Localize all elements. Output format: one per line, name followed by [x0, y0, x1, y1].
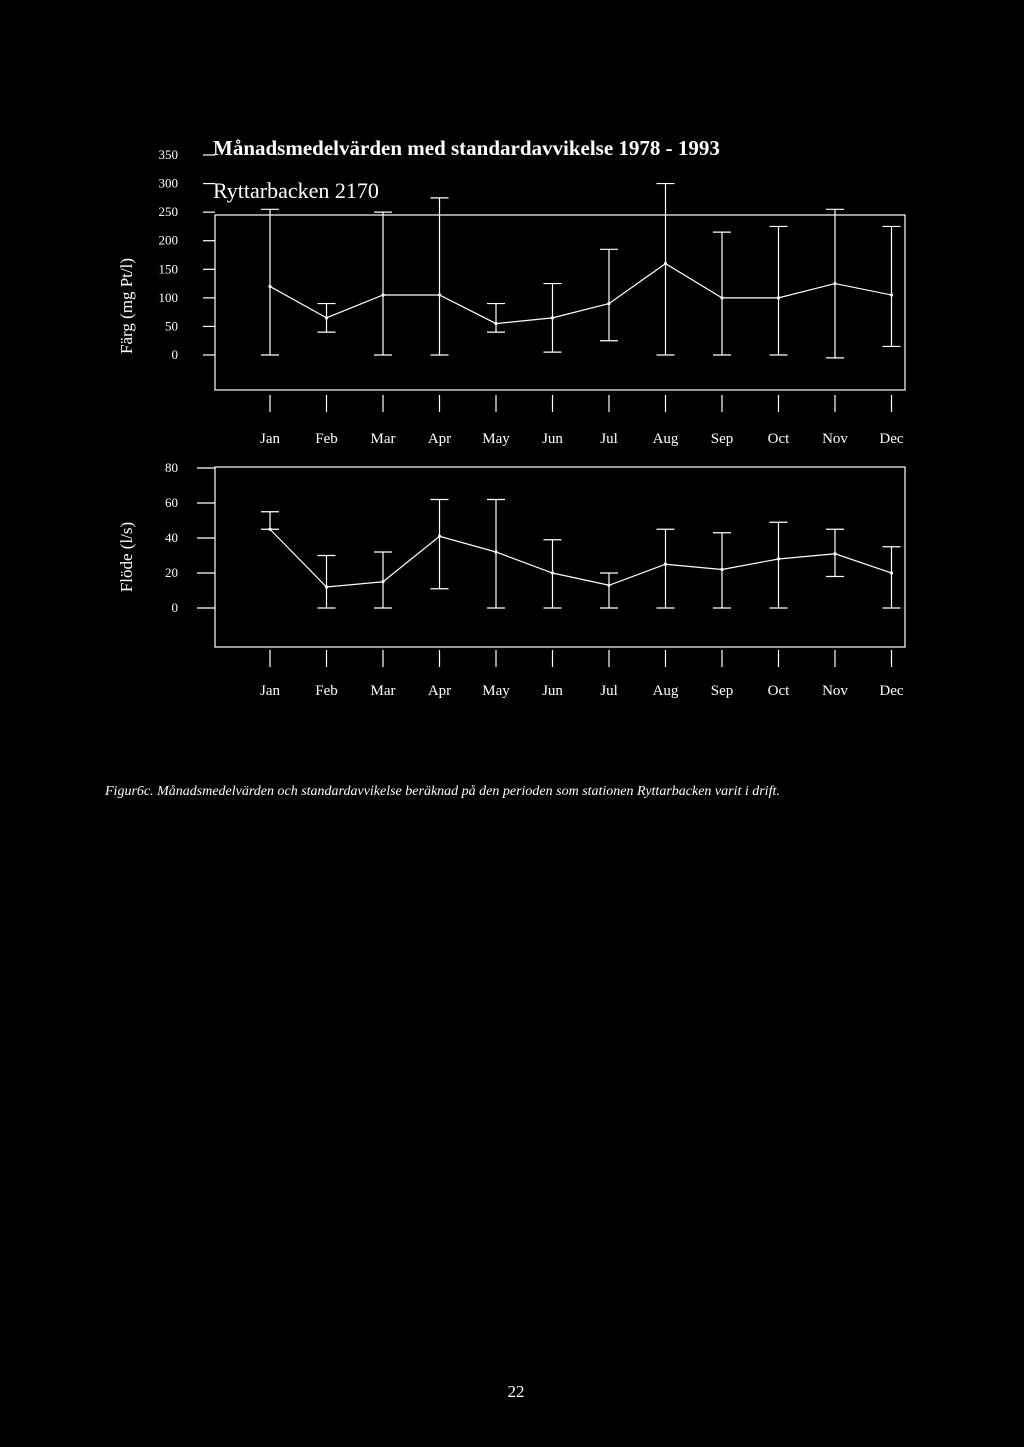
data-point — [833, 282, 836, 285]
y-tick-label: 100 — [158, 289, 178, 305]
chart-subtitle: Ryttarbacken 2170 — [213, 178, 379, 203]
data-point — [720, 568, 723, 571]
x-tick-label: Feb — [315, 431, 338, 447]
series-line — [270, 264, 892, 324]
x-tick-label: Aug — [652, 431, 679, 447]
x-tick-label: Jan — [260, 683, 280, 699]
chart-title: Månadsmedelvärden med standardavvikelse 1978 - 1993 — [213, 136, 720, 160]
x-tick-label: May — [482, 431, 510, 447]
data-point — [777, 296, 780, 299]
data-point — [551, 571, 554, 574]
data-marks-color — [261, 184, 901, 358]
x-tick-label: Feb — [315, 683, 338, 699]
plot-frame-color — [215, 215, 905, 390]
data-point — [664, 262, 667, 265]
y-tick-label: 300 — [158, 175, 178, 191]
x-tick-label: Nov — [822, 683, 848, 699]
data-point — [268, 285, 271, 288]
x-tick-label: Jun — [542, 431, 563, 447]
x-tick-label: Aug — [652, 683, 679, 699]
y-tick-label: 350 — [158, 147, 178, 163]
y-tick-label: 150 — [158, 261, 178, 277]
x-tick-label: Dec — [879, 683, 904, 699]
x-tick-label: Jan — [260, 431, 280, 447]
x-tick-label: Dec — [879, 431, 904, 447]
data-marks-flow — [261, 500, 901, 609]
data-point — [833, 552, 836, 555]
data-point — [494, 550, 497, 553]
y-tick-label: 80 — [165, 460, 178, 475]
x-tick-label: Apr — [427, 431, 452, 447]
series-line — [270, 529, 892, 587]
x-tick-label: May — [482, 683, 510, 699]
y-tick-label: 60 — [165, 495, 178, 510]
figure-caption: Figur6c. Månadsmedelvärden och standardavvikelse beräknad på den perioden som stationen Ryttarbacken varit i drift. — [105, 784, 780, 799]
y-ticks-color — [159, 147, 216, 362]
y-axis-label-color: Färg (mg Pt/l) — [117, 257, 136, 355]
x-tick-label: Apr — [427, 683, 452, 699]
data-point — [381, 293, 384, 296]
x-tick-label: Jun — [542, 683, 563, 699]
y-tick-label: 0 — [171, 600, 178, 615]
data-point — [551, 316, 554, 319]
y-tick-label: 250 — [158, 204, 178, 220]
data-point — [325, 585, 328, 588]
chart-color — [117, 136, 905, 447]
y-tick-label: 50 — [165, 318, 178, 334]
y-tick-label: 200 — [158, 232, 178, 248]
x-tick-label: Nov — [822, 431, 848, 447]
data-point — [438, 535, 441, 538]
x-tick-label: Oct — [767, 683, 790, 699]
data-point — [381, 580, 384, 583]
page-number: 22 — [507, 1382, 525, 1401]
x-tick-label: Sep — [710, 683, 734, 699]
y-ticks-flow — [165, 460, 215, 615]
y-tick-label: 20 — [165, 565, 178, 580]
x-tick-label: Mar — [370, 683, 396, 699]
data-point — [890, 293, 893, 296]
data-point — [890, 571, 893, 574]
data-point — [325, 316, 328, 319]
x-ticks-flow — [260, 650, 904, 699]
data-point — [607, 584, 610, 587]
data-point — [607, 302, 610, 305]
data-point — [777, 557, 780, 560]
chart-flow — [117, 460, 905, 699]
y-tick-label: 0 — [171, 347, 178, 362]
data-point — [438, 293, 441, 296]
data-point — [720, 296, 723, 299]
data-point — [494, 322, 497, 325]
y-axis-label-flow: Flöde (l/s) — [117, 521, 136, 593]
x-tick-label: Jul — [600, 683, 618, 699]
x-tick-label: Sep — [710, 431, 734, 447]
x-ticks-color — [260, 395, 904, 447]
x-tick-label: Mar — [370, 431, 396, 447]
data-point — [664, 563, 667, 566]
x-tick-label: Oct — [767, 431, 790, 447]
y-tick-label: 40 — [165, 530, 178, 545]
x-tick-label: Jul — [600, 431, 618, 447]
data-point — [268, 528, 271, 531]
